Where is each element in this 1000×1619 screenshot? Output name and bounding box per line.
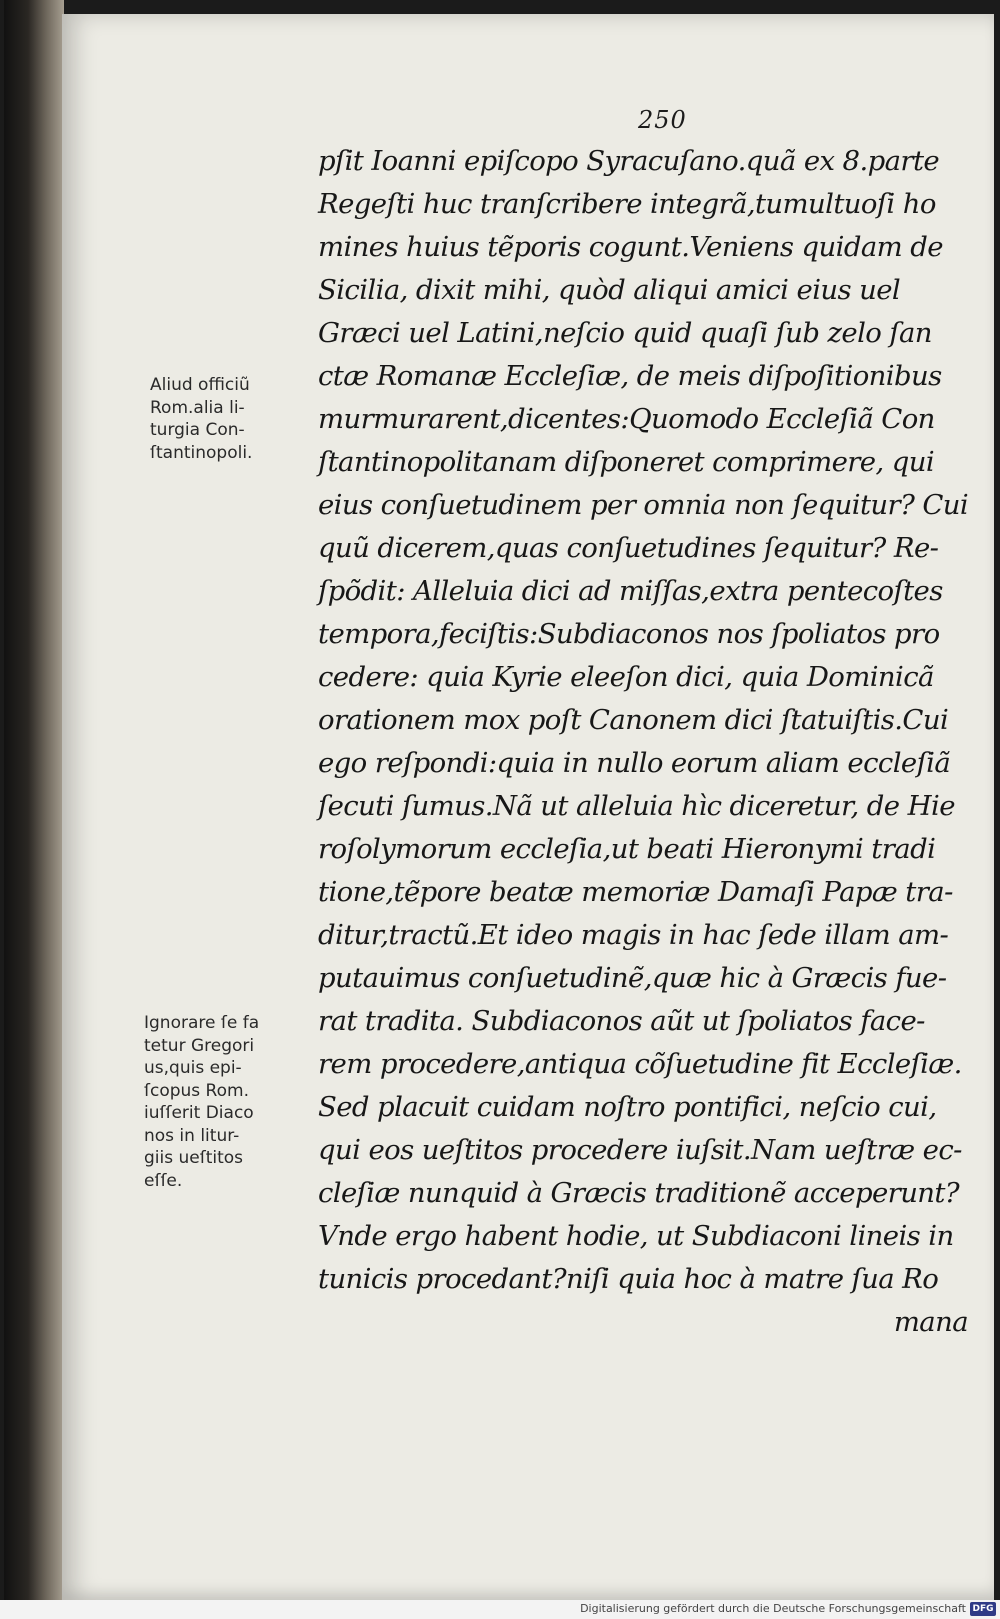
margin-note-line: ſtantinopoli. [150,442,253,463]
margin-note-line: giis ueſtitos [144,1148,244,1168]
text-line: ſecuti ſumus.Nã ut alleluia hìc diceretur, de Hie [318,790,955,822]
margin-note-line: ſcopus Rom. [144,1080,249,1101]
margin-note-line: Aliud officiũ [150,375,250,395]
text-line: putauimus conſuetudinẽ,quæ hic à Græcis fue- [318,962,947,994]
text-line: tunicis procedant?niſi quia hoc à matre ſua Ro [318,1263,939,1295]
text-line: tempora,feciſtis:Subdiaconos nos ſpoliatos pro [318,618,940,650]
margin-note-line: eſſe. [144,1170,183,1191]
book-edge [4,0,64,1600]
text-line: ſpõdit: Alleluia dici ad miſſas,extra pentecoſtes [318,575,943,607]
catchword: mana [893,1306,968,1338]
text-line: ditur,tractũ.Et ideo magis in hac ſede illam am- [318,919,949,951]
text-line: rem procedere,antiqua cõſuetudine fit Eccleſiæ. [318,1048,962,1080]
text-line: mines huius tẽporis cogunt.Veniens quidam de [318,231,943,263]
text-line: Vnde ergo habent hodie, ut Subdiaconi lineis in [318,1220,954,1252]
text-line: eius conſuetudinem per omnia non ſequitur? Cui [318,489,969,521]
margin-note-liturgy [150,374,252,464]
text-line: rat tradita. Subdiaconos aũt ut ſpoliatos face- [318,1005,925,1037]
text-line: murmurarent,dicentes:Quomodo Eccleſiã Con [318,403,935,435]
text-line: Sicilia, dixit mihi, quòd aliqui amici eius uel [318,274,901,306]
margin-note-line: Ignorare ſe fa [144,1013,260,1033]
text-line: tione,tẽpore beatæ memoriæ Damaſi Papæ tra- [318,876,953,908]
text-line: ſtantinopolitanam diſponeret comprimere, qui [318,446,935,478]
margin-note-line: turgia Con- [150,420,245,440]
margin-note-line: us,quis epi- [144,1058,242,1078]
page-number: 250 [638,106,687,134]
text-line: Græci uel Latini,neſcio quid quaſi ſub zelo ſan [318,317,932,349]
margin-note-gregory [144,1012,259,1192]
margin-note-line: tetur Gregori [144,1035,255,1056]
text-line: Regeſti huc tranſcribere integrã,tumultuoſi ho [318,188,936,220]
text-line: cleſiæ nunquid à Græcis traditionẽ acceperunt? [318,1177,960,1209]
text-line: orationem mox poſt Canonem dici ſtatuiſtis.Cui [318,704,949,736]
main-text-block [318,140,978,1344]
text-line: qui eos ueſtitos procedere iuſsit.Nam ueſtræ ec- [318,1134,962,1166]
text-line: Sed placuit cuidam noſtro pontifici, neſcio cui, [318,1091,937,1123]
margin-note-line: iuſſerit Diaco [144,1103,254,1123]
text-line: ego reſpondi:quia in nullo eorum aliam eccleſiã [318,747,951,779]
text-line: ctæ Romanæ Eccleſiæ, de meis diſpoſitionibus [318,360,942,392]
footer-credit: Digitalisierung gefördert durch die Deutsche Forschungsgemeinschaft [580,1602,966,1615]
dfg-logo: DFG [970,1602,996,1616]
text-line: roſolymorum eccleſia,ut beati Hieronymi tradi [318,833,936,865]
text-line: quũ dicerem,quas conſuetudines ſequitur? Re- [318,532,939,564]
margin-note-line: Rom.alia li- [150,397,245,418]
margin-note-line: nos in litur- [144,1125,240,1146]
text-line: pſit Ioanni epiſcopo Syracuſano.quã ex 8.parte [318,145,940,177]
text-line: cedere: quia Kyrie eleeſon dici, quia Dominicã [318,661,934,693]
